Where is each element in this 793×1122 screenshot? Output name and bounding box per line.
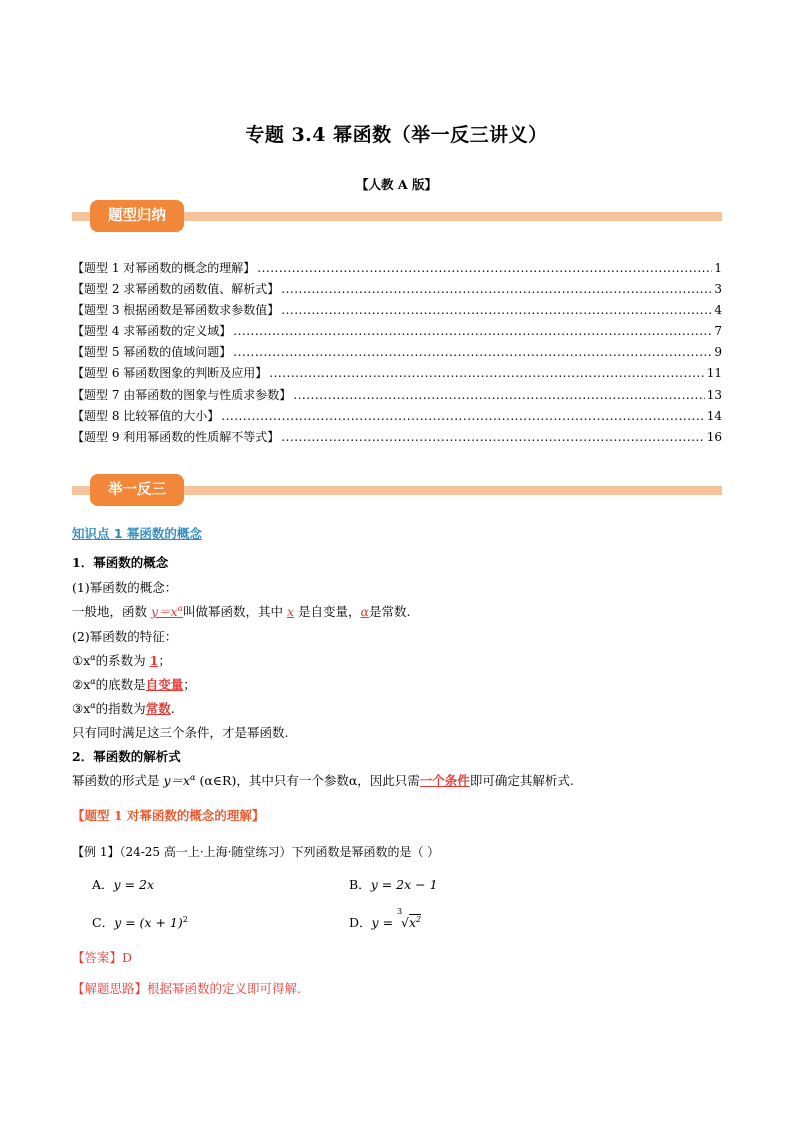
- banner-label: 题型归纳: [90, 200, 184, 232]
- text: 即可确定其解析式.: [469, 773, 574, 788]
- toc-leader-dots: [221, 409, 704, 423]
- option-a: [92, 875, 154, 893]
- toc-entry-label: 【题型 5 幂函数的值域问题】: [72, 345, 232, 360]
- toc-entry-page: 13: [706, 387, 722, 402]
- toc-entry-label: 【题型 9 利用幂函数的性质解不等式】: [72, 429, 280, 444]
- toc-entry-page: 9: [714, 345, 722, 360]
- section-banner-practice: [72, 474, 722, 506]
- text: 的底数是: [95, 677, 146, 692]
- section-heading: 1．幂函数的概念: [72, 555, 169, 570]
- toc-leader-dots: [269, 366, 704, 380]
- toc-leader-dots: [281, 303, 712, 317]
- toc-entry[interactable]: [72, 259, 722, 280]
- section-heading: 2．幂函数的解析式: [72, 749, 181, 764]
- answer-line: 【答案】D: [72, 950, 133, 965]
- superscript: α: [90, 700, 96, 710]
- text: (α∈R)，其中只有一个参数α，因此只需: [195, 773, 420, 788]
- toc-entry-label: 【题型 1 对幂函数的概念的理解】: [72, 261, 256, 275]
- table-of-contents: [72, 259, 722, 449]
- text: 的指数为: [95, 701, 146, 716]
- radical-sign-icon: √: [401, 915, 409, 930]
- toc-leader-dots: [233, 324, 712, 338]
- option-d: [349, 907, 422, 931]
- fill-blank: 自变量: [145, 677, 184, 692]
- fill-blank: α: [360, 604, 369, 619]
- knowledge-point-heading: 知识点 1 幂函数的概念: [72, 526, 202, 541]
- toc-leader-dots: [281, 282, 712, 296]
- fill-blank: 一个条件: [419, 773, 470, 788]
- toc-entry-label: 【题型 4 求幂函数的定义域】: [72, 324, 232, 339]
- text: 一般地，函数: [72, 604, 151, 619]
- option-label: A．: [92, 877, 114, 892]
- toc-entry-label: 【题型 2 求幂函数的函数值、解析式】: [72, 282, 280, 297]
- text: 的系数为: [95, 653, 150, 668]
- text: ①x: [72, 653, 91, 668]
- option-label: C．: [92, 915, 115, 930]
- edition-label: 【人教 A 版】: [356, 177, 437, 192]
- condition-2: [72, 675, 196, 693]
- option-label: B．: [349, 877, 371, 892]
- question-text: 【例 1】（24-25 高一上·上海·随堂练习）下列函数是幂函数的是（ ）: [72, 845, 440, 859]
- text: ③x: [72, 701, 91, 716]
- toc-entry-page: 16: [706, 429, 722, 444]
- toc-entry-page: 1: [714, 261, 722, 275]
- toc-entry-page: 7: [714, 324, 722, 339]
- superscript: α: [177, 603, 184, 613]
- solution-hint: 【解题思路】根据幂函数的定义即可得解.: [72, 981, 301, 996]
- toc-entry-page: 14: [706, 408, 722, 423]
- text: 叫做幂函数，其中: [183, 604, 287, 619]
- toc-entry-page: 3: [714, 282, 722, 297]
- toc-entry[interactable]: [72, 322, 722, 343]
- toc-leader-dots: [293, 388, 704, 402]
- cube-root: 3 $√x^2$: [397, 907, 422, 930]
- toc-entry[interactable]: [72, 428, 722, 449]
- toc-leader-dots: [281, 430, 704, 444]
- text: 幂函数的形式是: [72, 773, 164, 788]
- section-banner-summary: [72, 200, 722, 232]
- option-b: [349, 875, 438, 893]
- toc-leader-dots: [257, 261, 712, 275]
- toc-entry-page: 4: [714, 303, 722, 318]
- radicand-base: x: [408, 915, 417, 930]
- example-question: [72, 843, 439, 860]
- text: ；: [158, 653, 171, 668]
- paragraph: (1)幂函数的概念：: [72, 580, 178, 595]
- banner-label: 举一反三: [90, 474, 184, 506]
- superscript: α: [90, 676, 96, 686]
- text: ②x: [72, 677, 91, 692]
- option-c: [92, 913, 188, 931]
- toc-entry[interactable]: [72, 301, 722, 322]
- toc-leader-dots: [233, 345, 712, 359]
- toc-entry-label: 【题型 6 幂函数图象的判断及应用】: [72, 366, 268, 381]
- paragraph-definition: [72, 602, 410, 620]
- option-expr: y = 2x − 1: [370, 877, 438, 892]
- fill-blank: 1: [149, 653, 159, 668]
- superscript: 2: [416, 914, 422, 924]
- superscript: 2: [182, 914, 188, 924]
- text: ；: [183, 677, 196, 692]
- paragraph: 只有同时满足这三个条件，才是幂函数.: [72, 725, 289, 740]
- toc-entry[interactable]: [72, 407, 722, 428]
- toc-entry[interactable]: [72, 280, 722, 301]
- option-expr: y =: [371, 915, 398, 930]
- toc-entry[interactable]: [72, 343, 722, 364]
- math-expr: y＝x: [163, 773, 191, 788]
- toc-entry[interactable]: [72, 386, 722, 407]
- condition-3: [72, 699, 175, 717]
- text: 是常数.: [369, 604, 411, 619]
- toc-entry-label: 【题型 7 由幂函数的图象与性质求参数】: [72, 387, 292, 402]
- fill-blank: 常数: [145, 701, 171, 716]
- condition-1: [72, 651, 171, 669]
- fill-blank: x: [287, 604, 295, 619]
- radicand: [409, 914, 421, 930]
- text: 是自变量，: [294, 604, 361, 619]
- option-expr: y = 2x: [113, 877, 155, 892]
- text: .: [170, 701, 175, 716]
- option-label: D．: [349, 915, 372, 930]
- superscript: α: [190, 772, 196, 782]
- toc-entry[interactable]: [72, 364, 722, 385]
- paragraph: (2)幂函数的特征：: [72, 629, 178, 644]
- superscript: α: [90, 652, 96, 662]
- option-expr: y = (x + 1): [114, 915, 183, 930]
- fill-text: y＝x: [150, 604, 178, 619]
- fill-blank: [151, 604, 183, 619]
- toc-entry-label: 【题型 8 比较幂值的大小】: [72, 408, 220, 423]
- paragraph-form: [72, 771, 574, 789]
- toc-entry-label: 【题型 3 根据函数是幂函数求参数值】: [72, 303, 280, 318]
- page-title: 专题 3.4 幂函数（举一反三讲义）: [245, 124, 548, 146]
- toc-entry-page: 11: [706, 366, 722, 381]
- question-type-heading: 【题型 1 对幂函数的概念的理解】: [72, 808, 265, 823]
